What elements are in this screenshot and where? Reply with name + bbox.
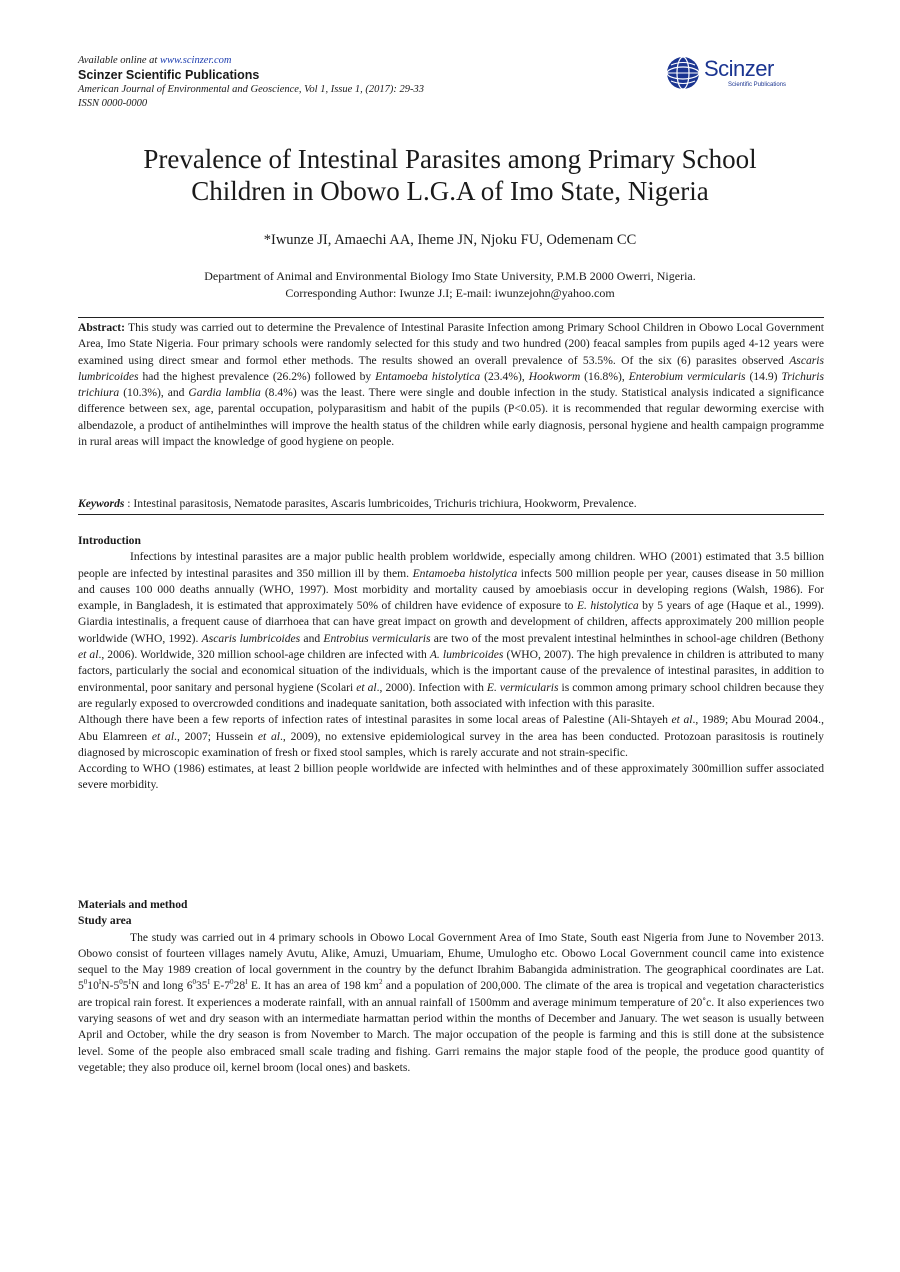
journal-header xyxy=(78,54,578,111)
abstract-label: Abstract: xyxy=(78,321,126,334)
issn: ISSN 0000-0000 xyxy=(78,98,148,109)
website-link[interactable]: www.scinzer.com xyxy=(159,55,232,66)
introduction-paragraph-2: Although there have been a few reports of infection rates of intestinal parasites in some local areas of Palestine (Ali-Shtayeh et al., 1989; Abu Mourad 2004., Abu Elamreen et al., 2007; Hussein et al., 2009), no extensive epidemiological survey in the area has been conducted. Protozoan parasitosis is routinely diagnosed by microscopic examination of fresh or fixed stool samples, which is rarely accurate and not strain-specific. xyxy=(78,713,824,759)
logo-name: Scinzer xyxy=(704,56,774,81)
abstract-bottom-rule xyxy=(78,514,824,515)
study-area-paragraph: The study was carried out in 4 primary schools in Obowo Local Government Area of Imo State, South east Nigeria from June to November 2013. Obowo consist of fourteen villages namely Avutu, Alike, Amuzi, Umuariam, Ehume, Umulogho etc. Obowo Local Government council came into existence sequel to the May 1989 creation of local government in the country by the defunct Ibrahim Babangida administration. The geographical coordinates are Lat. $5^010^IN-5^05^IN$ and long $6^035^I$ $E-7^028^I$ E. It has an area of 198 $km^2$ and a population of 200,000. The climate of the area is tropical and vegetation characteristics are tropical rain forest. It experiences a moderate rainfall, with an annual rainfall of 1500mm and average minimum temperature of 20˚c. It also experiences two varying seasons of wet and dry season with an intermediate harmattan period within the months of December and January. The wet season is usually between April and October, while the dry season is from November to March. The major occupation of the people is farming and this is still done at the subsistence level. Some of the people also embraced small scale trading and fishing. Garri remains the major staple food of the people, the produce good quantity of vegetable; they also produce oil, kernel broom (local ones) and baskets. xyxy=(78,930,825,1074)
title-line-2: Children in Obowo L.G.A of Imo State, Nigeria xyxy=(191,176,709,206)
paper-title xyxy=(60,143,840,207)
methods-heading: Materials and method xyxy=(78,898,188,911)
author-list: *Iwunze JI, Amaechi AA, Iheme JN, Njoku FU, Odemenam CC xyxy=(263,232,637,248)
publisher-name: Scinzer Scientific Publications xyxy=(78,68,260,82)
affiliation-block xyxy=(60,268,840,302)
introduction-paragraph-3: According to WHO (1986) estimates, at least 2 billion people worldwide are infected with helminthes and of these approximately 300million suffer associated severe morbidity. xyxy=(78,762,824,792)
logo-subtitle: Scientific Publications xyxy=(728,82,787,88)
abstract-top-rule xyxy=(78,317,824,318)
keywords: Keywords : Intestinal parasitosis, Nematode parasites, Ascaris lumbricoides, Trichuris trichiura, Hookworm, Prevalence. xyxy=(78,497,637,510)
abstract: Abstract: This study was carried out to determine the Prevalence of Intestinal Parasite Infection among Primary School Children in Obowo Local Government Area, Imo State Nigeria. Four primary schools were randomly selected for this study and two hundred (200) feacal samples from pupils aged 4-12 years were examined using direct smear and formol ether methods. The results showed an overall prevalence of 53.5%. Of the six (6) parasites observed Ascaris lumbricoides had the highest prevalence (26.2%) followed by Entamoeba histolytica (23.4%), Hookworm (16.8%), Enterobium vermicularis (14.9) Trichuris trichiura (10.3%), and Gardia lamblia (8.4%) was the least. There were single and double infection in the study. Statistical analysis indicated a significance difference between sex, age, parental occupation, polyparasitism and habit of the pupils (P<0.05). it is recommended that regular deworming exercise with albendazole, a product of antihelminthes will improve the health status of the children while early diagnosis, personal hygiene and health campaign programme in rural areas will impact the knowledge of good hygiene on people. xyxy=(78,321,824,449)
methods-section xyxy=(78,897,824,1076)
affiliation: Department of Animal and Environmental Biology Imo State University, P.M.B 2000 Owerri, Nigeria. xyxy=(204,269,696,283)
publisher-logo xyxy=(666,54,806,94)
keywords-label: Keywords xyxy=(78,497,125,510)
introduction-heading: Introduction xyxy=(78,534,141,547)
introduction-section xyxy=(78,533,824,794)
introduction-paragraph-1: Infections by intestinal parasites are a major public health problem worldwide, especially among children. WHO (2001) estimated that 3.5 billion people are infected by intestinal parasites and 350 million ill by them. Entamoeba histolytica infects 500 million people per year, causes disease in 50 million and causes 100 000 deaths annually (WHO, 1997). Most morbidity and mortality caused by amoebiasis occur in developing regions (Walsh, 1986). For example, in Bangladesh, it is estimated that approximately 50% of children have evidence of exposure to E. histolytica by 5 years of age (Haque et al., 1999). Giardia intestinalis, a frequent cause of diarrhoea that can have great impact on growth and development of children, affects approximately 200 million people worldwide (WHO, 1992). Ascaris lumbricoides and Entrobius vermicularis are two of the most prevalent intestinal helminthes in school-age children (Bethony et al., 2006). Worldwide, 320 million school-age children are infected with A. lumbricoides (WHO, 2007). The high prevalence in children is attributed to many factors, particularly the social and economical situation of the individuals, which is the important cause of the prevalence of intestinal parasites, in addition to environmental, poor sanitary and personal hygiene (Scolari et al., 2000). Infection with E. vermicularis is common among primary school children because they are regularly exposed to overcrowded conditions and inadequate sanitation, both associated with infection with this parasite. xyxy=(78,550,825,710)
keywords-text: Intestinal parasitosis, Nematode parasites, Ascaris lumbricoides, Trichuris trichiura, Hookworm, Prevalence. xyxy=(133,497,637,510)
study-area-subheading: Study area xyxy=(78,914,132,928)
title-line-1: Prevalence of Intestinal Parasites among Primary School xyxy=(143,144,757,174)
journal-citation: American Journal of Environmental and Geoscience, Vol 1, Issue 1, (2017): 29-33 xyxy=(78,84,425,95)
globe-logo-icon xyxy=(666,56,700,90)
corresponding-author: Corresponding Author: Iwunze J.I; E-mail: iwunzejohn@yahoo.com xyxy=(285,286,615,300)
availability-line: Available online at www.scinzer.com xyxy=(78,55,232,66)
